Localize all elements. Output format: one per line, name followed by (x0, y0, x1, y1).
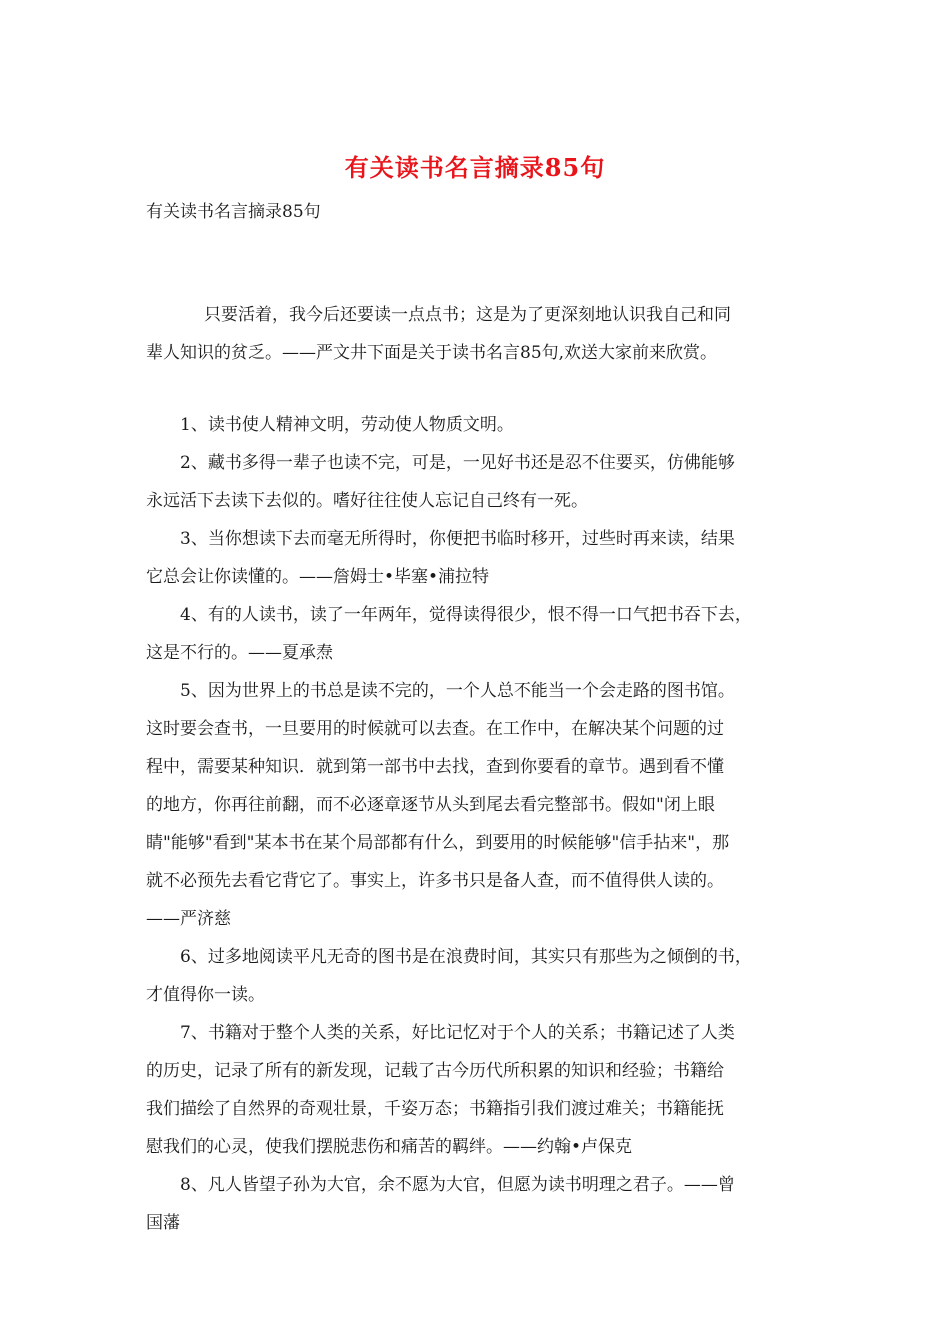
quote-line: ——严济慈 (146, 909, 231, 929)
quote-item (146, 444, 812, 520)
intro-line: 辈人知识的贫乏。——严文井下面是关于读书名言85句,欢送大家前来欣赏。 (146, 343, 718, 363)
quote-item (146, 596, 812, 672)
quote-line: 的地方，你再往前翻，而不必逐章逐节从头到尾去看完整部书。假如"闭上眼 (146, 795, 715, 815)
quote-line: 它总会让你读懂的。——詹姆士•毕塞•浦拉特 (146, 567, 490, 587)
quote-item (146, 406, 812, 444)
document-body (146, 296, 812, 1242)
quote-line: 3、当你想读下去而毫无所得时，你便把书临时移开，过些时再来读，结果 (180, 529, 735, 549)
quote-line: 程中，需要某种知识．就到第一部书中去找，查到你要看的章节。遇到看不懂 (146, 757, 724, 777)
quote-item (146, 1014, 812, 1166)
quote-line: 国藩 (146, 1213, 180, 1233)
quote-line: 才值得你一读。 (146, 985, 265, 1005)
document-subtitle: 有关读书名言摘录85句 (146, 202, 321, 222)
quote-line: 1、读书使人精神文明，劳动使人物质文明。 (180, 415, 514, 435)
quote-line: 5、因为世界上的书总是读不完的，一个人总不能当一个会走路的图书馆。 (180, 681, 735, 701)
quote-line: 我们描绘了自然界的奇观壮景，千姿万态；书籍指引我们渡过难关；书籍能抚 (146, 1099, 724, 1119)
quote-item (146, 1166, 812, 1242)
quote-line: 2、藏书多得一辈子也读不完，可是，一见好书还是忍不住要买，仿佛能够 (180, 453, 735, 473)
quote-line: 4、有的人读书，读了一年两年，觉得读得很少，恨不得一口气把书吞下去， (180, 605, 752, 625)
document-title: 有关读书名言摘录85句 (344, 153, 606, 182)
quote-line: 的历史，记录了所有的新发现，记载了古今历代所积累的知识和经验；书籍给 (146, 1061, 724, 1081)
quote-line: 8、凡人皆望子孙为大官，余不愿为大官，但愿为读书明理之君子。——曾 (180, 1175, 735, 1195)
quote-line: 6、过多地阅读平凡无奇的图书是在浪费时间，其实只有那些为之倾倒的书， (180, 947, 752, 967)
intro-line: 只要活着，我今后还要读一点点书；这是为了更深刻地认识我自己和同 (204, 305, 731, 325)
intro-paragraph (146, 296, 812, 372)
quote-line: 这是不行的。——夏承焘 (146, 643, 333, 663)
quote-line: 这时要会查书，一旦要用的时候就可以去查。在工作中，在解决某个问题的过 (146, 719, 724, 739)
quote-list (146, 406, 812, 1242)
quote-line: 就不必预先去看它背它了。事实上，许多书只是备人查，而不值得供人读的。 (146, 871, 724, 891)
quote-line: 7、书籍对于整个人类的关系，好比记忆对于个人的关系；书籍记述了人类 (180, 1023, 735, 1043)
quote-item (146, 520, 812, 596)
quote-line: 永远活下去读下去似的。嗜好往往使人忘记自己终有一死。 (146, 491, 588, 511)
quote-item (146, 672, 812, 938)
quote-line: 睛"能够"看到"某本书在某个局部都有什么，到要用的时候能够"信手拈来"，那 (146, 833, 730, 853)
quote-item (146, 938, 812, 1014)
quote-line: 慰我们的心灵，使我们摆脱悲伤和痛苦的羁绊。——约翰•卢保克 (146, 1137, 633, 1157)
